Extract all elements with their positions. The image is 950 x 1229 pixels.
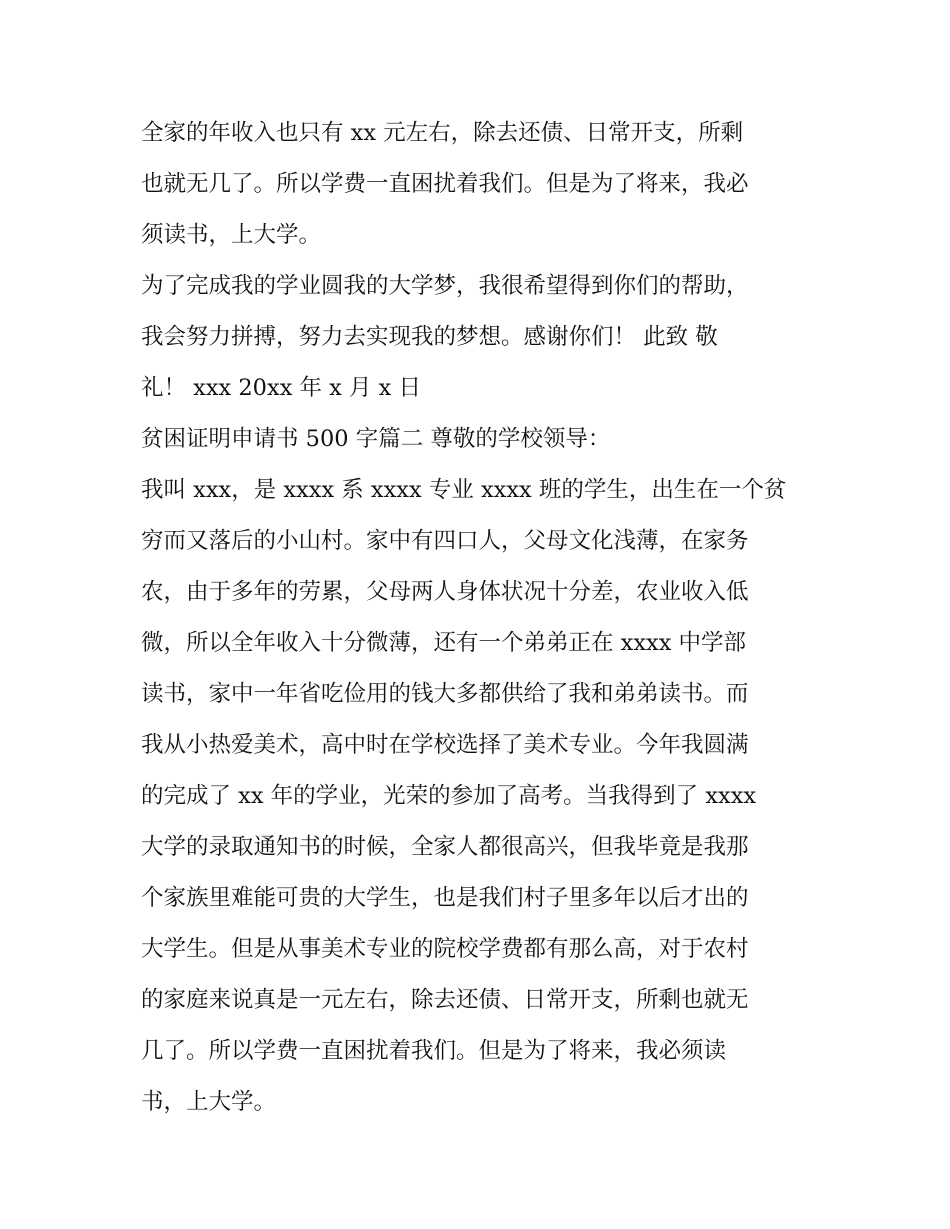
text-line-19: 几了。所以学费一直困扰着我们。但是为了将来，我必须读 xyxy=(141,1038,727,1064)
text-line-17: 大学生。但是从事美术专业的院校学费都有那么高，对于农村 xyxy=(141,936,749,962)
text-line-14: 的完成了 xx 年的学业，光荣的参加了高考。当我得到了 xxxx xyxy=(141,783,757,809)
text-line-10: 农，由于多年的劳累，父母两人身体状况十分差，农业收入低 xyxy=(141,579,749,605)
text-line-8: 我叫 xxx，是 xxxx 系 xxxx 专业 xxxx 班的学生，出生在一个贫 xyxy=(141,477,787,503)
text-line-2: 也就无几了。所以学费一直困扰着我们。但是为了将来，我必 xyxy=(141,171,749,197)
text-line-4: 为了完成我的学业圆我的大学梦，我很希望得到你们的帮助， xyxy=(141,273,749,299)
text-line-12: 读书，家中一年省吃俭用的钱大多都供给了我和弟弟读书。而 xyxy=(141,681,749,707)
text-line-3: 须读书，上大学。 xyxy=(141,222,322,248)
text-line-18: 的家庭来说真是一元左右，除去还债、日常开支，所剩也就无 xyxy=(141,987,749,1013)
document-body xyxy=(141,108,821,1128)
text-line-15: 大学的录取通知书的时候，全家人都很高兴，但我毕竟是我那 xyxy=(141,834,749,860)
text-line-6: 礼！ xxx 20xx 年 x 月 x 日 xyxy=(141,375,422,401)
text-line-11: 微，所以全年收入十分微薄，还有一个弟弟正在 xxxx 中学部 xyxy=(141,630,747,656)
text-line-16: 个家族里难能可贵的大学生，也是我们村子里多年以后才出的 xyxy=(141,885,749,911)
section-heading-line: 贫困证明申请书 500 字篇二 尊敬的学校领导： xyxy=(141,426,611,452)
text-line-13: 我从小热爱美术，高中时在学校选择了美术专业。今年我圆满 xyxy=(141,732,749,758)
text-line-1: 全家的年收入也只有 xx 元左右，除去还债、日常开支，所剩 xyxy=(141,120,744,146)
text-line-9: 穷而又落后的小山村。家中有四口人，父母文化浅薄，在家务 xyxy=(141,528,749,554)
text-line-20: 书，上大学。 xyxy=(141,1089,277,1115)
text-line-5: 我会努力拼搏，努力去实现我的梦想。感谢你们！ 此致 敬 xyxy=(141,324,718,350)
